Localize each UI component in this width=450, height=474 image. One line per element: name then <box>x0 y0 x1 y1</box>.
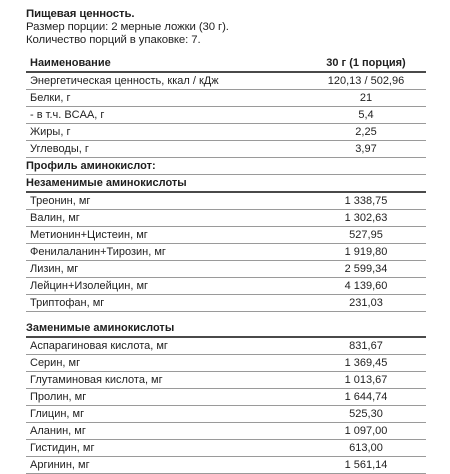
row-value: 1 369,45 <box>306 355 426 372</box>
intro-title: Пищевая ценность. <box>26 8 135 20</box>
row-label: Аспарагиновая кислота, мг <box>26 337 306 355</box>
nutrition-table <box>26 55 426 474</box>
table-row <box>26 72 426 90</box>
row-label: Лейцин+Изолейцин, мг <box>26 278 306 295</box>
row-value: 1 561,14 <box>306 457 426 474</box>
table-row <box>26 244 426 261</box>
header-name: Наименование <box>26 55 306 72</box>
table-row <box>26 107 426 124</box>
row-label: Углеводы, г <box>26 141 306 158</box>
row-value: 1 338,75 <box>306 192 426 210</box>
row-label: Глицин, мг <box>26 406 306 423</box>
row-label: Метионин+Цистеин, мг <box>26 227 306 244</box>
table-row <box>26 389 426 406</box>
row-label: Энергетическая ценность, ккал / кДж <box>26 72 306 90</box>
table-row <box>26 406 426 423</box>
table-row <box>26 227 426 244</box>
row-value: 831,67 <box>306 337 426 355</box>
row-value: 2,25 <box>306 124 426 141</box>
header-value: 30 г (1 порция) <box>306 55 426 72</box>
table-row <box>26 192 426 210</box>
row-value: 3,97 <box>306 141 426 158</box>
row-value: 5,4 <box>306 107 426 124</box>
table-row <box>26 457 426 474</box>
row-value: 2 599,34 <box>306 261 426 278</box>
table-row <box>26 372 426 389</box>
amino-profile-title-label: Профиль аминокислот: <box>26 158 426 175</box>
row-value: 21 <box>306 90 426 107</box>
nonessential-section-title <box>26 320 426 337</box>
nutrition-table-body <box>26 55 426 474</box>
table-header-row <box>26 55 426 72</box>
row-value: 613,00 <box>306 440 426 457</box>
serving-size-text: Размер порции: 2 мерные ложки (30 г). <box>26 21 229 33</box>
row-label: Треонин, мг <box>26 192 306 210</box>
table-row <box>26 124 426 141</box>
table-row <box>26 295 426 312</box>
row-value: 1 302,63 <box>306 210 426 227</box>
table-row <box>26 261 426 278</box>
row-value: 1 097,00 <box>306 423 426 440</box>
table-row <box>26 423 426 440</box>
section-spacer <box>26 312 426 321</box>
row-label: Валин, мг <box>26 210 306 227</box>
row-value: 231,03 <box>306 295 426 312</box>
row-label: Белки, г <box>26 90 306 107</box>
table-row <box>26 355 426 372</box>
row-value: 120,13 / 502,96 <box>306 72 426 90</box>
row-label: Жиры, г <box>26 124 306 141</box>
row-value: 1 013,67 <box>306 372 426 389</box>
row-label: Гистидин, мг <box>26 440 306 457</box>
row-label: Триптофан, мг <box>26 295 306 312</box>
table-row <box>26 90 426 107</box>
row-label: Фенилаланин+Тирозин, мг <box>26 244 306 261</box>
row-label: Глутаминовая кислота, мг <box>26 372 306 389</box>
row-label: Пролин, мг <box>26 389 306 406</box>
row-value: 1 644,74 <box>306 389 426 406</box>
nonessential-section-title-label: Заменимые аминокислоты <box>26 320 426 337</box>
amino-profile-title <box>26 158 426 175</box>
row-value: 4 139,60 <box>306 278 426 295</box>
table-row <box>26 337 426 355</box>
row-value: 1 919,80 <box>306 244 426 261</box>
row-label: Серин, мг <box>26 355 306 372</box>
row-value: 525,30 <box>306 406 426 423</box>
essential-section-title <box>26 175 426 193</box>
table-row <box>26 440 426 457</box>
row-label: - в т.ч. BCAA, г <box>26 107 306 124</box>
row-label: Лизин, мг <box>26 261 306 278</box>
row-value: 527,95 <box>306 227 426 244</box>
table-row <box>26 210 426 227</box>
table-row <box>26 278 426 295</box>
essential-section-title-label: Незаменимые аминокислоты <box>26 175 426 193</box>
row-label: Аланин, мг <box>26 423 306 440</box>
servings-count-text: Количество порций в упаковке: 7. <box>26 34 201 46</box>
section-spacer-cell <box>26 312 426 321</box>
table-row <box>26 141 426 158</box>
row-label: Аргинин, мг <box>26 457 306 474</box>
intro-block <box>26 8 426 47</box>
